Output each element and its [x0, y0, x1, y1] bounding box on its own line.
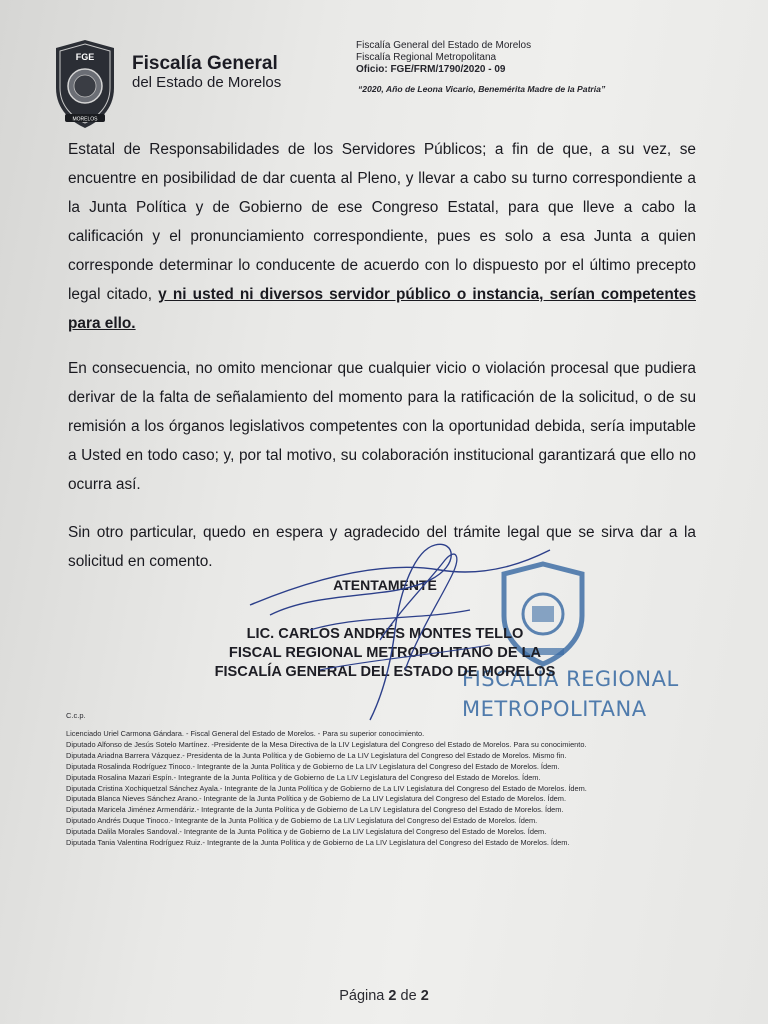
signatory-title-1: FISCAL REGIONAL METROPOLITANO DE LA	[228, 645, 542, 661]
stamp-line-2: METROPOLITANA	[462, 697, 647, 721]
paragraph-1	[68, 135, 696, 338]
brand-subtitle: del Estado de Morelos	[132, 74, 282, 91]
brand-title: Fiscalía General	[132, 53, 278, 74]
page-total: 2	[420, 988, 429, 1004]
ccp-item: Diputada Cristina Xochiquetzal Sánchez Ayala.- Integrante de la Junta Política y de Gobierno de La LIV Legislatura del Congreso del Estado de Morelos. Ídem.	[66, 783, 587, 793]
signatory-title-2: FISCALÍA GENERAL DEL ESTADO DE MORELOS	[214, 664, 556, 680]
ccp-item: Diputada Rosalina Mazari Espín.- Integrante de la Junta Política y de Gobierno de La LIV Legislatura del Congreso del Estado de Morelos. Ídem.	[66, 772, 541, 782]
ccp-item: Licenciado Uriel Carmona Gándara. - Fiscal General del Estado de Morelos. - Para su superior conocimiento.	[66, 729, 425, 738]
closing-atentamente: ATENTAMENTE	[333, 577, 437, 593]
header-institution: Fiscalía General del Estado de Morelos	[356, 40, 532, 51]
stamp-line-1: FISCALÍA REGIONAL	[462, 667, 679, 691]
ccp-item: Diputado Alfonso de Jesús Sotelo Martínez. -Presidente de la Mesa Directiva de la LIV Legislatura del Congreso del Estado de Morelos. Para su conocimiento.	[66, 739, 587, 749]
paragraph-3: Sin otro particular, quedo en espera y agradecido del trámite legal que se sirva dar a la solicitud en comento.	[68, 524, 696, 570]
paragraph-1-text: Estatal de Responsabilidades de los Servidores Públicos; a fin de que, a su vez, se encuentre en posibilidad de dar cuenta al Pleno, y llevar a cabo su turno correspondiente a la Junta Política y de Gobierno de ese Congreso Estatal, para que lleve a cabo la calificación y el pronunciamiento correspondiente, pues es solo a esa Junta a quien corresponde determinar lo conducente de acuerdo con lo dispuesto por el último precepto legal citado,	[68, 141, 696, 303]
ccp-item: Diputada Tania Valentina Rodríguez Ruiz.- Integrante de la Junta Política y de Gobierno de La LIV Legislatura del Congreso del Estado de Morelos. Ídem.	[66, 838, 570, 848]
ccp-item: Diputada Dalila Morales Sandoval.- Integrante de la Junta Política y de Gobierno de La LIV Legislatura del Congreso del Estado de Morelos. Ídem.	[66, 827, 547, 837]
ccp-list	[66, 729, 706, 849]
header-oficio-number: Oficio: FGE/FRM/1790/2020 - 09	[356, 64, 506, 75]
ccp-item: Diputado Andrés Duque Tinoco.- Integrante de la Junta Política y de Gobierno de La LIV Legislatura del Congreso del Estado de Morelos. Ídem.	[66, 816, 538, 826]
fge-badge-logo	[52, 38, 118, 130]
page-current: 2	[388, 988, 397, 1004]
ccp-item: Diputada Maricela Jiménez Armendáriz.- Integrante de la Junta Política y de Gobierno de La LIV Legislatura del Congreso del Estado de Morelos. Ídem.	[66, 805, 564, 815]
page-of: de	[400, 988, 417, 1004]
paragraph-1-emphasis: y ni usted ni diversos servidor público o instancia, serían competentes para ello.	[68, 286, 696, 332]
ccp-item: Diputada Blanca Nieves Sánchez Arano.- Integrante de la Junta Política y de Gobierno de La LIV Legislatura del Congreso del Estado de Morelos. Ídem.	[66, 794, 566, 804]
signatory-block	[150, 625, 620, 682]
header-motto: “2020, Año de Leona Vicario, Benemérita Madre de la Patria”	[358, 84, 606, 94]
header-reference	[356, 40, 531, 76]
badge-ribbon-text: MORELOS	[72, 116, 98, 123]
badge-text: FGE	[75, 52, 95, 62]
page-number	[0, 988, 768, 1004]
page-word: Página	[339, 988, 385, 1004]
ccp-label: C.c.p.	[66, 711, 86, 720]
ccp-item: Diputada Ariadna Barrera Vázquez.- Presidenta de la Junta Política y de Gobierno de La LIV Legislatura del Congreso del Estado de Morelos. Mismo fin.	[66, 750, 567, 760]
paragraph-2: En consecuencia, no omito mencionar que cualquier vicio o violación procesal que pudiera derivar de la falta de señalamiento del momento para la ratificación de la solicitud, o de su remisión a los órganos legislativos competentes con la oportunidad debida, sería imputable a Usted en todo caso; y, por tal motivo, su colaboración institucional garantizará que ello no ocurra así.	[68, 360, 696, 493]
ccp-item: Diputada Rosalinda Rodríguez Tinoco.- Integrante de la Junta Política y de Gobierno de La LIV Legislatura del Congreso del Estado de Morelos. Ídem.	[66, 761, 560, 771]
header-office: Fiscalía Regional Metropolitana	[356, 52, 497, 63]
signatory-name: LIC. CARLOS ANDRÉS MONTES TELLO	[246, 626, 524, 642]
